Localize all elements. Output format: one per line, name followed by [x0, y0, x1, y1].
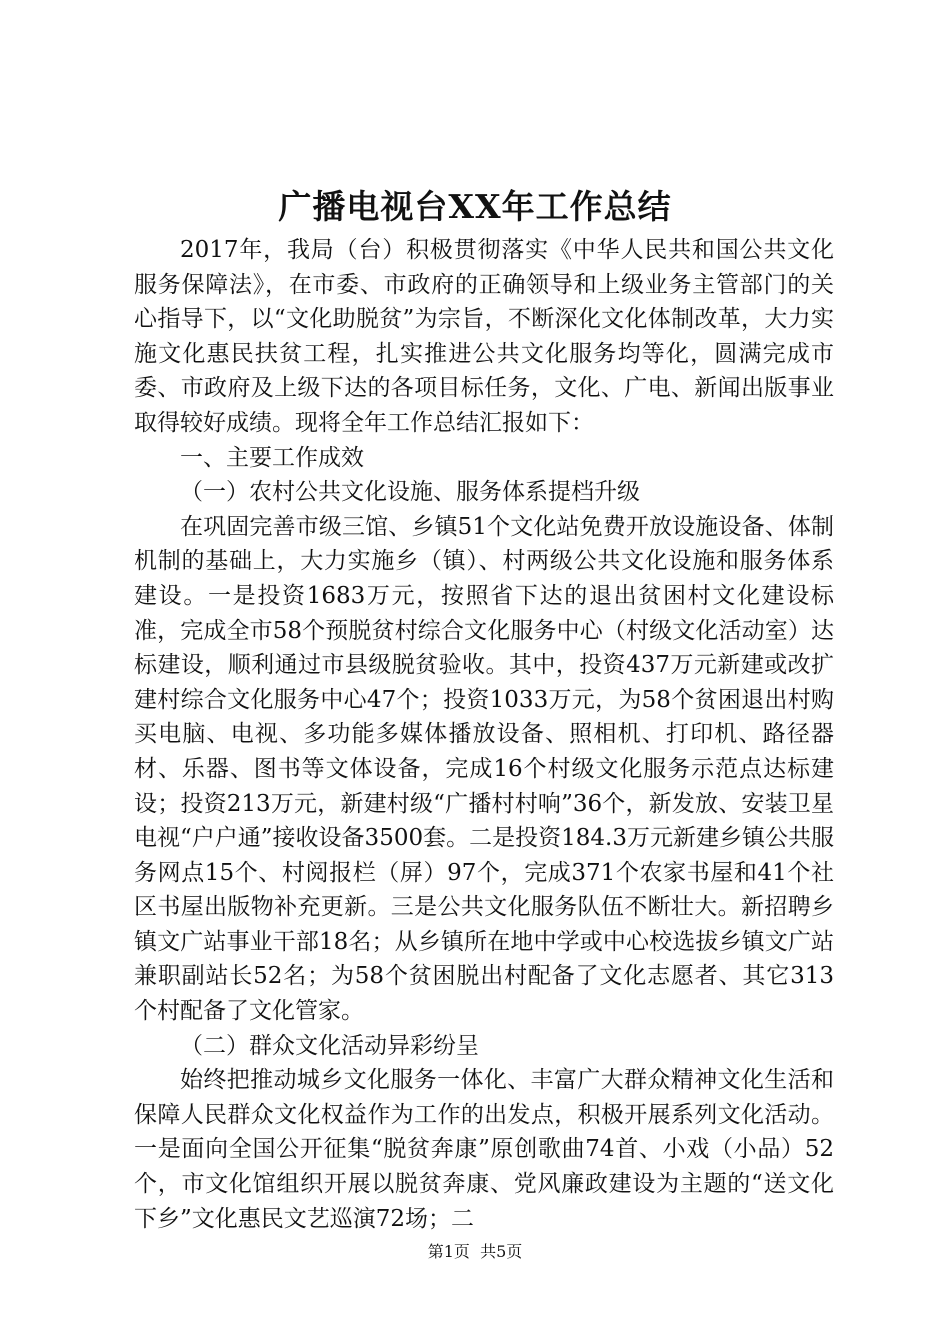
heading-main-achievements: 一、主要工作成效 — [180, 444, 364, 471]
paragraph-mass-culture: 始终把推动城乡文化服务一体化、丰富广大群众精神文化生活和保障人民群众文化权益作为工作的出发点，积极开展系列文化活动。一是面向全国公开征集“脱贫奔康”原创歌曲74首、小戏（小品）52个，市文化馆组织开展以脱贫奔康、党风廉政建设为主题的“送文化下乡”文化惠民文艺巡演72场；二 — [134, 1067, 834, 1232]
document-title: 广播电视台XX年工作总结 — [278, 187, 672, 226]
subheading-mass-culture: （二）群众文化活动异彩纷呈 — [180, 1032, 479, 1059]
footer-spacer — [470, 1242, 480, 1261]
document-body — [134, 233, 834, 1236]
subheading-rural-facilities: （一）农村公共文化设施、服务体系提档升级 — [180, 479, 640, 506]
paragraph-intro: 2017年，我局（台）积极贯彻落实《中华人民共和国公共文化服务保障法》，在市委、市政府的正确领导和上级业务主管部门的关心指导下，以“文化助脱贫”为宗旨，不断深化文化体制改革，大力实施文化惠民扶贫工程，扎实推进公共文化服务均等化，圆满完成市委、市政府及上级下达的各项目标任务，文化、广电、新闻出版事业取得较好成绩。现将全年工作总结汇报如下： — [134, 237, 834, 436]
page-total: 共5页 — [480, 1242, 523, 1261]
page-footer — [0, 1240, 950, 1264]
paragraph-rural-facilities: 在巩固完善市级三馆、乡镇51个文化站免费开放设施设备、体制机制的基础上，大力实施乡（镇）、村两级公共文化设施和服务体系建设。一是投资1683万元，按照省下达的退出贫困村文化建设标准，完成全市58个预脱贫村综合文化服务中心（村级文化活动室）达标建设，顺利通过市县级脱贫验收。其中，投资437万元新建或改扩建村综合文化服务中心47个；投资1033万元，为58个贫困退出村购买电脑、电视、多功能多媒体播放设备、照相机、打印机、路径器材、乐器、图书等文体设备，完成16个村级文化服务示范点达标建设；投资213万元，新建村级“广播村村响”36个，新发放、安装卫星电视“户户通”接收设备3500套。二是投资184.3万元新建乡镇公共服务网点15个、村阅报栏（屏）97个，完成371个农家书屋和41个社区书屋出版物补充更新。三是公共文化服务队伍不断壮大。新招聘乡镇文广站事业干部18名；从乡镇所在地中学或中心校选拔乡镇文广站兼职副站长52名；为58个贫困脱出村配备了文化志愿者、其它313个村配备了文化管家。 — [134, 513, 834, 1025]
page-number: 第1页 — [427, 1242, 470, 1261]
